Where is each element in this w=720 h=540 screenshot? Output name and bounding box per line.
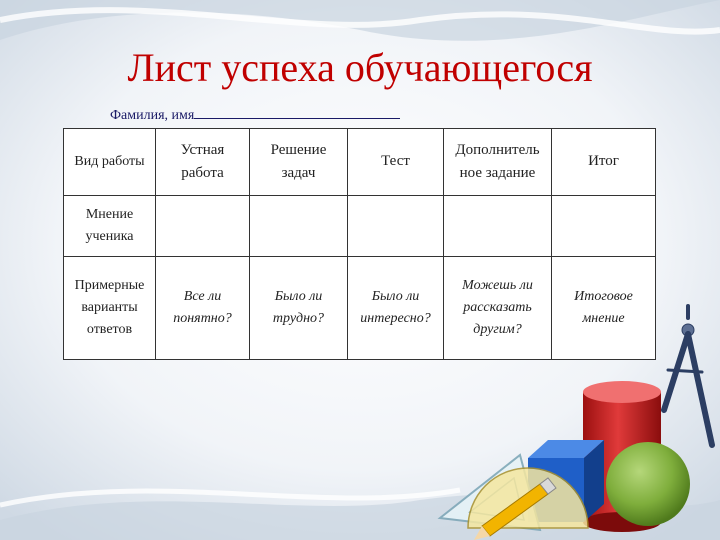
table-cell: Можешь ли рассказать другим? [444, 257, 552, 360]
page-title: Лист успеха обучающегося [127, 45, 593, 90]
compass-icon [664, 306, 712, 445]
row-label: Мнение ученика [64, 196, 156, 257]
table-header-cell: Дополнитель ное задание [444, 129, 552, 196]
table-header-cell: Устная работа [156, 129, 250, 196]
table-header-cell: Тест [348, 129, 444, 196]
table-header-cell: Решение задач [250, 129, 348, 196]
sphere-shape [606, 442, 690, 526]
table-cell: Итоговое мнение [552, 257, 656, 360]
table-cell: Было ли интересно? [348, 257, 444, 360]
table-cell: Было ли трудно? [250, 257, 348, 360]
name-label: Фамилия, имя [110, 108, 195, 123]
table-cell: Все ли понятно? [156, 257, 250, 360]
table-header-cell: Вид работы [64, 129, 156, 196]
row-label: Примерные варианты ответов [64, 257, 156, 360]
table-header-cell: Итог [552, 129, 656, 196]
